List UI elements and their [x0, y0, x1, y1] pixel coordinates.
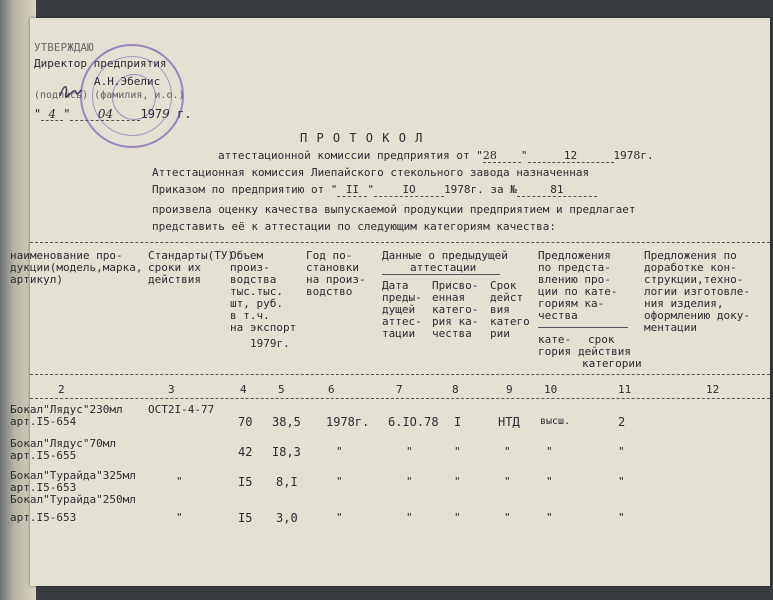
header-col-product-l2: дукции(модель,марка, [10, 261, 143, 274]
header-col-volume [230, 250, 296, 350]
header-col-prop-term-l1: срок [588, 333, 615, 346]
header-col-product-l1: наименование про- [10, 249, 123, 262]
column-number: 2 [58, 383, 65, 396]
row-prop-category: " [546, 475, 553, 488]
header-bottom-rule [30, 374, 770, 375]
row-volume: 70 [238, 415, 253, 429]
header-col-volume-l7: на экспорт [230, 321, 297, 334]
row-name: Бокал"Лядус"230мл [10, 403, 123, 416]
header-col-prev-date-l1: Дата [382, 279, 409, 292]
row-year: 1978г. [326, 415, 370, 429]
official-seal-stamp [80, 44, 184, 148]
column-number: 5 [278, 383, 285, 396]
header-col-volume-l2: произ- [230, 261, 270, 274]
header-prev-group-l1: Данные о предыдущей [382, 249, 508, 262]
column-number: 7 [396, 383, 403, 396]
header-prop-group-l6: чества [538, 309, 578, 322]
row-prev-date: 6.IO.78 [388, 415, 439, 429]
header-col-notes-l7: ментации [644, 321, 697, 334]
header-col-year-l1: Год по- [306, 249, 353, 262]
header-col-prop-term [578, 334, 642, 370]
prop-group-rule [538, 327, 628, 328]
protocol-line-2: Аттестационная комиссия Лиепайского стекольного завода назначенная [152, 166, 590, 179]
header-col-volume-l6: в т.ч. [230, 309, 270, 322]
protocol-line-1: аттестационной комиссии предприятия от "28 " 12 1978г. [218, 149, 654, 162]
table-top-rule [30, 242, 770, 243]
row-export: I8,3 [272, 445, 301, 459]
header-col-volume-l5: шт, руб. [230, 297, 283, 310]
protocol-title: П Р О Т О К О Л [300, 131, 424, 145]
header-col-notes-l4: логии изготовле- [644, 285, 750, 298]
header-col-prev-date-l3: дущей [382, 303, 416, 316]
approval-date-suffix: г. [177, 107, 192, 121]
protocol-date-suffix: г. [640, 149, 654, 162]
header-col-notes-l2: доработке кон- [644, 261, 737, 274]
header-prop-group-l3: влению про- [538, 273, 611, 286]
column-number: 10 [544, 383, 558, 396]
row-prev-category: " [454, 445, 461, 458]
header-col-prev-date-l2: преды- [382, 291, 422, 304]
header-col-volume-year: 1979г. [250, 337, 290, 350]
row-prop-category: " [546, 511, 553, 524]
header-col-standard [148, 250, 234, 286]
header-col-product-l3: артикул) [10, 273, 63, 286]
header-col-notes-l5: ния изделия, [644, 297, 724, 310]
row-volume: I5 [238, 511, 253, 525]
header-col-prop-category-l1: кате- [538, 333, 572, 346]
header-col-year-l4: водство [306, 285, 353, 298]
header-col-prev-date-l5: тации [382, 327, 416, 340]
header-col-prev-category-l5: чества [432, 327, 472, 340]
row-export: 38,5 [272, 415, 301, 429]
prev-group-rule [382, 274, 500, 275]
order-date-year: 1978 [444, 183, 471, 196]
row-prev-term: " [504, 445, 511, 458]
header-col-prev-term [490, 280, 530, 340]
row-prev-date: " [406, 475, 413, 488]
row-prop-category: " [546, 445, 553, 458]
row-prop-term: " [618, 475, 625, 488]
header-col-year [306, 250, 366, 298]
row-prop-term: " [618, 511, 625, 524]
header-col-prop-term-l2: действия [578, 345, 631, 358]
row-year: " [336, 511, 343, 524]
row-year: " [336, 445, 343, 458]
header-col-volume-l4: тыс.тыс. [230, 285, 283, 298]
header-col-notes-l1: Предложения по [644, 249, 737, 262]
approval-line-2: Директор предприятия [34, 57, 167, 70]
protocol-line-3-text: Приказом по предприятию от " [152, 183, 338, 196]
header-col-product [10, 250, 142, 286]
row-prev-category: " [454, 511, 461, 524]
protocol-date-year: 197 [613, 149, 634, 162]
header-col-prev-category-l1: Присво- [432, 279, 479, 292]
header-col-year-l2: становки [306, 261, 359, 274]
row-standard: " [176, 475, 183, 488]
numbers-bottom-rule [30, 398, 770, 399]
row-year: " [336, 475, 343, 488]
header-col-standard-l1: Стандарты(ТУ) [148, 249, 235, 262]
header-prop-group-l5: гориям ка- [538, 297, 605, 310]
header-col-prop-term-l3: категории [582, 357, 642, 370]
protocol-line-4: произвела оценку качества выпускаемой продукции предприятием и предлагает [152, 203, 636, 216]
row-export: 3,0 [276, 511, 298, 525]
header-col-prev-category [432, 280, 478, 340]
header-col-prev-category-l3: катего- [432, 303, 479, 316]
approval-line-1: УТВЕРЖДАЮ [34, 41, 94, 54]
header-prop-group [538, 250, 617, 322]
header-col-notes [644, 250, 750, 334]
row-name: Бокал"Лядус"70мл [10, 437, 116, 450]
row-export: 8,I [276, 475, 298, 489]
protocol-line-3: Приказом по предприятию от " II " IO 1978г. за № 81 [152, 184, 597, 197]
row-article: арт.I5-653 [10, 511, 77, 524]
row-name: Бокал"Турайда"250мл [10, 493, 136, 506]
header-col-prev-term-l5: рии [490, 327, 510, 340]
row-article: арт.I5-655 [10, 449, 77, 462]
row-prop-category: высш. [540, 416, 571, 427]
row-volume: 42 [238, 445, 253, 459]
header-prop-group-l1: Предложения [538, 249, 611, 262]
order-number: 81 [517, 184, 597, 197]
header-col-prev-category-l4: рия ка- [432, 315, 479, 328]
header-col-prop-category-l2: гория [538, 345, 572, 358]
row-prev-date: " [406, 445, 413, 458]
column-number: 11 [618, 383, 632, 396]
header-col-notes-l6: оформлению доку- [644, 309, 750, 322]
approval-date-day: 4 [41, 108, 63, 121]
order-date-month: IO [374, 184, 444, 197]
column-number: 9 [506, 383, 513, 396]
approval-date-year: 197 [140, 107, 163, 121]
row-name: Бокал"Турайда"325мл [10, 469, 136, 482]
column-number: 3 [168, 383, 175, 396]
protocol-line-1-text: аттестационной комиссии предприятия от " [218, 149, 483, 162]
protocol-date-year-digit: 8 [633, 149, 641, 162]
column-number: 4 [240, 383, 247, 396]
approval-date-month: 04 [70, 108, 140, 121]
row-prev-term: " [504, 511, 511, 524]
row-standard: ОСТ2I-4-77 [148, 403, 215, 416]
header-col-prev-date-l4: аттес- [382, 315, 422, 328]
approval-date: " 4 " 04 1979 г. [34, 107, 192, 121]
header-col-prev-term-l4: катего [490, 315, 530, 328]
header-col-volume-l1: Объем [230, 249, 264, 262]
order-date-day: II [337, 184, 367, 197]
approval-line-4: (подпись) (фамилия, и.о.) [34, 90, 185, 101]
protocol-line-5: представить её к аттестации по следующим категориям качества: [152, 220, 556, 233]
protocol-date-month: 12 [528, 150, 614, 163]
row-prev-category: I [454, 415, 462, 429]
header-prev-group-l2: аттестации [410, 261, 477, 274]
header-col-standard-l3: действия [148, 273, 201, 286]
header-col-prev-term-l1: Срок [490, 279, 517, 292]
header-col-year-l3: на произ- [306, 273, 366, 286]
header-col-prev-category-l2: енная [432, 291, 466, 304]
row-prev-term: НТД [498, 415, 520, 429]
row-article: арт.I5-653 [10, 481, 77, 494]
order-number-label: г. за № [470, 183, 517, 196]
header-col-prop-category [538, 334, 571, 358]
header-col-notes-l3: струкции,техно- [644, 273, 744, 286]
header-col-prev-term-l3: вия [490, 303, 510, 316]
approval-date-year-digit: 9 [162, 107, 170, 121]
header-col-prev-term-l2: дейст [490, 291, 524, 304]
header-col-prev-date [382, 280, 422, 340]
protocol-date-day: 28 [483, 150, 521, 163]
header-prop-group-l4: ции по кате- [538, 285, 618, 298]
column-number: 6 [328, 383, 335, 396]
document-page [10, 18, 770, 586]
header-col-standard-l2: сроки их [148, 261, 201, 274]
row-standard: " [176, 511, 183, 524]
row-prev-term: " [504, 475, 511, 488]
header-prev-group [382, 250, 508, 274]
column-number: 8 [452, 383, 459, 396]
row-prev-date: " [406, 511, 413, 524]
header-prop-group-l2: по предста- [538, 261, 611, 274]
row-volume: I5 [238, 475, 253, 489]
header-col-volume-l3: водства [230, 273, 277, 286]
row-article: арт.I5-654 [10, 415, 77, 428]
approval-line-3: А.Н.Эбелис [94, 75, 161, 88]
row-prop-term: " [618, 445, 625, 458]
row-prop-term: 2 [618, 415, 626, 429]
row-prev-category: " [454, 475, 461, 488]
column-number: 12 [706, 383, 720, 396]
